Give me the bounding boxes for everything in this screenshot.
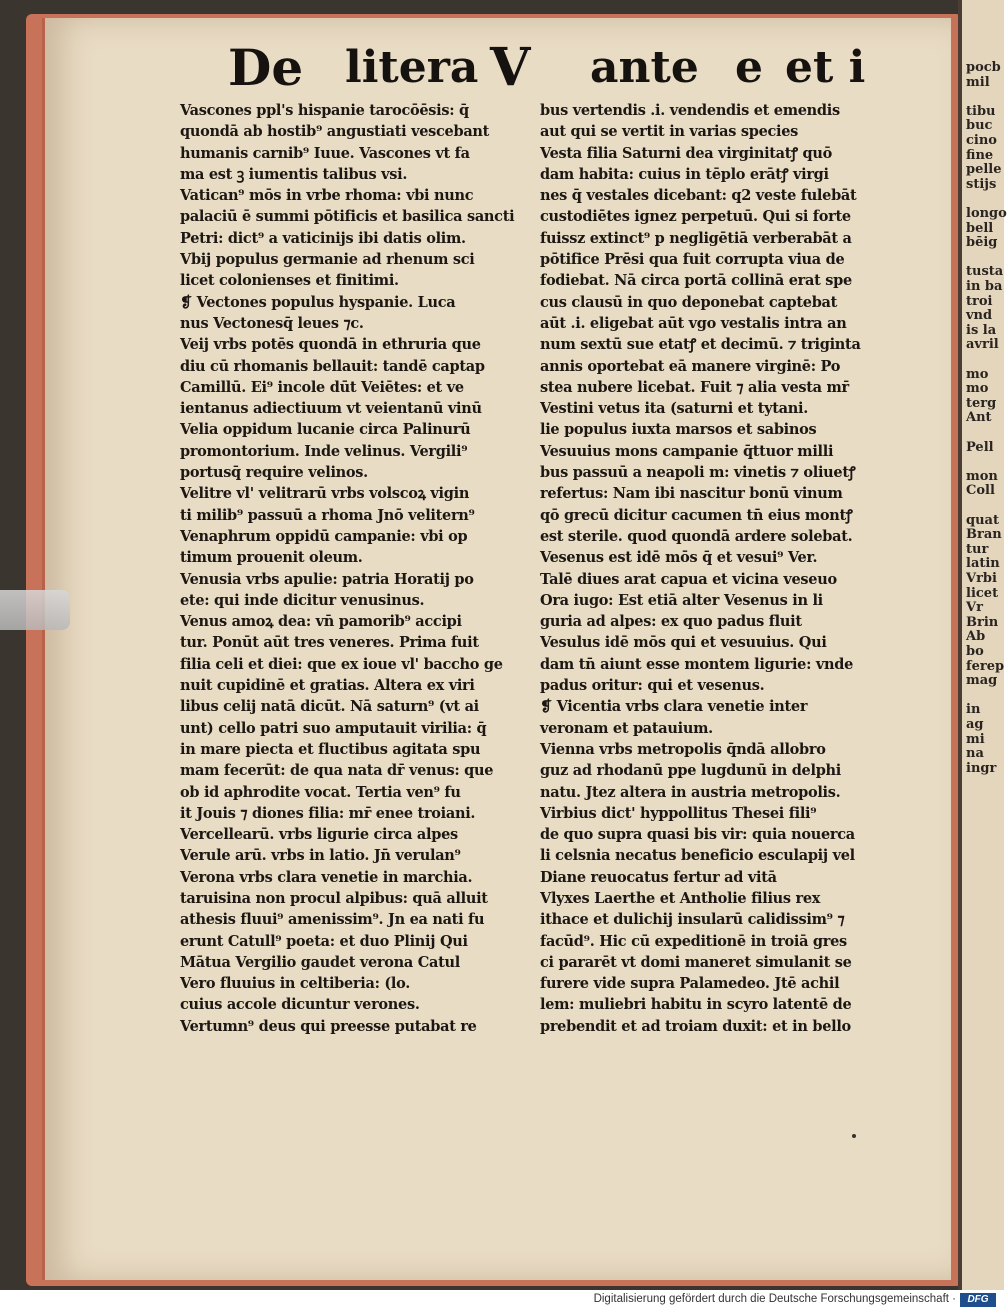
facing-page-line: quat: [966, 512, 999, 528]
facing-page-line: buc: [966, 118, 993, 134]
text-line: Venaphrum oppidū campanie: vbi op: [180, 527, 468, 545]
text-line: lem: muliebri habitu in scyro latentē de: [540, 996, 852, 1014]
facing-page-line: cino: [966, 133, 997, 148]
facing-page-line: Ant: [966, 410, 992, 426]
facing-page-line: bell: [966, 220, 994, 236]
text-line: Talē diues arat capua et vicina veseuo: [540, 570, 837, 588]
facing-page-line: tusta: [966, 264, 1004, 280]
digitization-footer: [0, 1290, 1000, 1311]
text-line: timum prouenit oleum.: [180, 549, 363, 567]
running-head-word: et i: [785, 42, 866, 93]
text-line: ob id aphrodite vocat. Tertia ven⁹ fu: [180, 783, 461, 801]
text-line: Virbius dict' hyppollitus Thesei fili⁹: [540, 804, 817, 822]
facing-page-line: bēig: [966, 235, 998, 251]
text-line: Velia oppidum lucanie circa Palinurū: [180, 421, 471, 439]
text-line: custodiētes ignez perpetuū. Qui si forte: [540, 208, 851, 226]
facing-page-line: licet: [966, 585, 999, 601]
facing-page-line: Pell: [966, 439, 994, 455]
text-line: Vertumn⁹ deus qui preesse putabat re: [180, 1017, 477, 1035]
text-line: taruisina non procul alpibus: quā alluit: [180, 889, 488, 907]
text-line: Vbij populus germanie ad rhenum sci: [180, 251, 475, 269]
text-line: unt) cello patri suo amputauit virilia: q̄: [180, 719, 487, 737]
text-line: Diane reuocatus fertur ad vitā: [540, 868, 777, 886]
facing-page-line: Ab: [966, 629, 986, 645]
text-line: ete: qui inde dicitur venusinus.: [180, 591, 425, 609]
text-line: Vesuuius mons campanie q̄ttuor milli: [540, 442, 834, 460]
text-line: libus celij natā dicūt. Nā saturn⁹ (vt ai: [180, 698, 479, 716]
text-line: Vesenus est idē mōs q̄ et vesui⁹ Ver.: [540, 549, 818, 567]
text-line: ci pararēt vt domi maneret simulanit se: [540, 953, 852, 971]
facing-page-line: tur: [966, 541, 989, 557]
footer-credit: Digitalisierung gefördert durch die Deutsche Forschungsgemeinschaft ·: [593, 1293, 956, 1305]
text-line: portusq̄ require velinos.: [180, 464, 368, 482]
left-text-column: [180, 100, 530, 1037]
text-line: Verule arū. vrbs in latio. Jn̄ verulan⁹: [180, 847, 461, 865]
facing-page-line: ag: [966, 717, 984, 732]
text-line: Vercellearū. vrbs ligurie circa alpes: [180, 826, 458, 844]
text-line: diu cū rhomanis bellauit: tandē captap: [180, 357, 485, 375]
text-line: palaciū ē summi pōtificis et basilica sancti: [180, 208, 515, 226]
text-line: Venus amoꝝ dea: vn̄ pamorib⁹ accipi: [180, 613, 462, 631]
facing-page-line: [966, 454, 1006, 468]
text-line: quondā ab hostib⁹ angustiati vescebant: [180, 123, 490, 141]
facing-page-line: mo: [966, 366, 989, 382]
text-line: prebendit et ad troiam duxit: et in bello: [540, 1017, 851, 1035]
facing-page-line: bo: [966, 644, 984, 659]
facing-page-line: [966, 250, 1006, 264]
facing-page-line: mo: [966, 381, 989, 397]
facing-page-line: in: [966, 702, 981, 718]
facing-page-line: Vrbi: [966, 571, 997, 586]
facing-page-line: tibu: [966, 103, 996, 119]
facing-page-line: mon: [966, 468, 998, 484]
facing-page-line: latin: [966, 556, 1000, 572]
text-line: ❡ Vicentia vrbs clara venetie inter: [540, 698, 808, 716]
text-line: est sterile. quod quondā ardere solebat.: [540, 527, 853, 545]
text-line: guz ad rhodanū ppe lugdunū in delphi: [540, 762, 841, 780]
text-line: li celsnia necatus beneficio esculapij vel: [540, 847, 855, 865]
text-line: nuit cupidinē et gratias. Altera ex viri: [180, 677, 475, 695]
text-line: ❡ Vectones populus hyspanie. Luca: [180, 293, 456, 311]
facing-page-line: longo: [966, 206, 1007, 221]
text-line: Vesulus idē mōs qui et vesuuius. Qui: [540, 634, 827, 652]
text-line: Verona vrbs clara venetie in marchia.: [180, 868, 473, 886]
running-head-word: V: [490, 37, 531, 98]
dfg-logo[interactable]: DFG: [960, 1293, 996, 1307]
text-line: furere vide supra Palamedeo. Jtē achil: [540, 975, 840, 993]
text-line: ientanus adiectiuum vt veientanū vinū: [180, 400, 482, 418]
text-line: Ora iugo: Est etiā alter Vesenus in li: [540, 591, 823, 609]
text-line: filia celi et diei: que ex ioue vl' baccho ge: [180, 655, 503, 673]
text-line: veronam et patauium.: [540, 719, 713, 737]
running-head-word: litera: [345, 42, 479, 93]
text-line: guria ad alpes: ex quo padus fluit: [540, 613, 802, 631]
facing-page-line: [966, 352, 1006, 366]
right-text-column: [540, 100, 890, 1037]
facing-page-line: in ba: [966, 279, 1003, 294]
text-line: it Jouis ⁊ diones filia: mr̄ enee troiani.: [180, 804, 476, 822]
text-line: in mare piecta et fluctibus agitata spu: [180, 740, 481, 758]
facing-page-line: terg: [966, 395, 997, 411]
facing-page-line: [966, 688, 1006, 702]
facing-page-line: Brin: [966, 614, 999, 630]
facing-page-line: stijs: [966, 176, 997, 192]
text-line: Vero fluuius in celtiberia: (lo.: [180, 975, 411, 993]
text-line: facūd⁹. Hic cū expeditionē in troiā gres: [540, 932, 847, 950]
facing-page-line: is la: [966, 322, 997, 338]
text-line: dam habita: cuius in tēplo erātꝭ virgi: [540, 165, 829, 183]
text-line: Velitre vl' velitrarū vrbs volscoꝝ vigin: [180, 485, 470, 503]
facing-page-line: troi: [966, 293, 993, 309]
text-line: promontorium. Inde velinus. Vergili⁹: [180, 442, 468, 460]
facing-page-line: vnd: [966, 308, 993, 324]
facing-page-line: pocb: [966, 60, 1001, 75]
text-line: bus passuū a neapoli m: vinetis ⁊ oliuetꝭ: [540, 464, 856, 482]
text-line: de quo supra quasi bis vir: quia nouerca: [540, 826, 855, 844]
text-line: licet colonienses et finitimi.: [180, 272, 399, 290]
page-tab-marker: [0, 590, 70, 630]
text-line: ma est ꝫ iumentis talibus vsi.: [180, 165, 408, 183]
facing-page-line: mil: [966, 74, 990, 90]
text-line: padus oritur: qui et vesenus.: [540, 677, 765, 695]
text-line: Camillū. Ei⁹ incole dūt Veiētes: et ve: [180, 378, 464, 396]
facing-page-line: mag: [966, 673, 998, 689]
text-line: Vestini vetus ita (saturni et tytani.: [540, 400, 808, 418]
text-line: bus vertendis .i. vendendis et emendis: [540, 102, 840, 119]
text-line: cus clausū in quo deponebat captebat: [540, 293, 838, 311]
running-head-word: e: [735, 42, 763, 93]
facing-page-line: pelle: [966, 162, 1002, 178]
text-line: Venusia vrbs apulie: patria Horatij po: [180, 570, 474, 588]
text-line: qō grecū dicitur cacumen tn̄ eius montꝭ: [540, 506, 853, 524]
text-line: humanis carnib⁹ Iuue. Vascones vt fa: [180, 144, 470, 162]
text-line: pōtifice Prēsi qua fuit corrupta viua de: [540, 251, 845, 269]
text-line: num sextū sue etatꝭ et decimū. ⁊ triginta: [540, 336, 861, 354]
facing-page-line: [966, 425, 1006, 439]
text-line: Vascones ppl's hispanie tarocōēsis: q̄: [180, 102, 469, 119]
text-line: athesis fluui⁹ amenissim⁹. Jn ea nati fu: [180, 911, 485, 929]
text-line: aūt .i. eligebat aūt vgo vestalis intra an: [540, 314, 847, 332]
facing-page-line: na: [966, 746, 984, 762]
text-line: fuissz extinct⁹ p negligētiā verberabāt a: [540, 229, 852, 247]
text-line: Veij vrbs potēs quondā in ethruria que: [180, 336, 481, 354]
text-line: stea nubere licebat. Fuit ⁊ alia vesta mr̄: [540, 378, 849, 396]
text-line: nus Vectonesq̄ leues ⁊c.: [180, 314, 364, 332]
text-line: fodiebat. Nā circa portā collinā erat spe: [540, 272, 852, 290]
text-line: nes q̄ vestales dicebant: q2 veste fulebāt: [540, 187, 857, 205]
text-line: tur. Ponūt aūt tres veneres. Prima fuit: [180, 634, 479, 652]
text-line: erunt Catull⁹ poeta: et duo Plinij Qui: [180, 932, 468, 950]
text-line: ti milib⁹ passuū a rhoma Jnō velitern⁹: [180, 506, 475, 524]
text-line: Petri: dict⁹ a vaticinijs ibi datis olim.: [180, 229, 466, 247]
running-head-word: De: [228, 38, 304, 97]
facing-page-line: avril: [966, 337, 999, 353]
text-line: Vlyxes Laerthe et Antholie filius rex: [540, 889, 821, 907]
facing-page-line: Bran: [966, 527, 1002, 543]
text-line: aut qui se vertit in varias species: [540, 123, 799, 141]
text-line: Vienna vrbs metropolis q̄ndā allobro: [540, 740, 826, 758]
facing-page-line: [966, 498, 1006, 512]
ink-mark: [852, 1134, 856, 1138]
facing-page-line: ferep: [966, 658, 1005, 674]
text-line: natu. Jtez altera in austria metropolis.: [540, 783, 841, 801]
running-head: [0, 38, 1000, 98]
facing-page-fragment: [958, 0, 1007, 1290]
facing-page-line: [966, 191, 1006, 205]
text-line: lie populus iuxta marsos et sabinos: [540, 421, 817, 439]
facing-page-line: Vr: [966, 600, 983, 616]
text-line: Vesta filia Saturni dea virginitatꝭ quō: [540, 144, 832, 162]
running-head-word: ante: [590, 42, 699, 93]
facing-page-line: ingr: [966, 760, 997, 776]
text-line: refertus: Nam ibi nascitur bonū vinum: [540, 485, 843, 503]
text-line: Mātua Vergilio gaudet verona Catul: [180, 953, 460, 971]
text-line: Vatican⁹ mōs in vrbe rhoma: vbi nunc: [180, 187, 474, 205]
text-line: mam fecerūt: de qua nata dr̄ venus: que: [180, 762, 494, 780]
text-line: ithace et dulichij insularū calidissim⁹ ⁊: [540, 911, 845, 929]
text-line: dam tn̄ aiunt esse montem ligurie: vnde: [540, 655, 854, 673]
facing-page-line: mi: [966, 731, 985, 747]
facing-page-line: Coll: [966, 483, 995, 499]
text-line: cuius accole dicuntur verones.: [180, 996, 420, 1014]
text-line: annis oportebat eā manere virginē: Po: [540, 357, 841, 375]
facing-page-line: fine: [966, 147, 994, 163]
